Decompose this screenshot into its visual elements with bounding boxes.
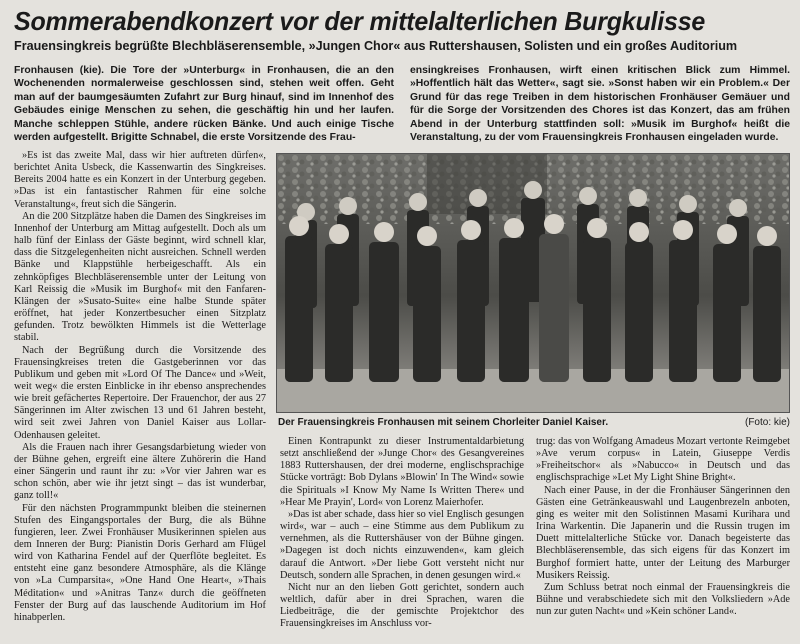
paragraph: »Es ist das zweite Mal, dass wir hier auftreten dürfen«, berichtet Anita Usbeck, die Kassenwartin des Singkreises. Bereits 2004 hatte es ein Konzert in der Unterburg gegeben. »Das ist ein fantastischer Rahmen für eine solche Veranstaltung«, freut sich die Sängerin. [14, 150, 266, 210]
paragraph: Zum Schluss betrat noch einmal der Frauensingkreis die Bühne und verabschiedete sich mit den Volksliedern »Ade nun zur guten Nacht« und »Kein schöner Land«. [536, 581, 790, 618]
lead-column-left: Fronhausen (kie). Die Tore der »Unterburg« in Fronhausen, die an den Wochenenden normalerweise geschlossen sind, stehen weit offen. Geht man auf der baumgesäumten Zufahrt zur Burg hinauf, sind im Innenhof des Gebäudes einige Menschen zu sehen, die geschäftig hin und her laufen. Manche schleppen Stühle, andere rücken Bänke. Und auch einige Tische werden aufgestellt. Brigitte Schnabel, die erste Vorsitzende des Frau- [14, 65, 394, 144]
lead-column-right: ensingkreises Fronhausen, wirft einen kritischen Blick zum Himmel. »Hoffentlich hält das Wetter«, sagt sie. »Sonst haben wir ein Problem.« Der Grund für das rege Treiben in dem historischen Fronhäuser Gemäuer und für die Sorge der Vorsitzenden des Chores ist das Konzert, das am frühen Abend in der Unterburg stattfinden soll: »Musik im Burghof« heißt die Veranstaltung, zu der vom Frauensingkreis Fronhausen eingeladen wurde. [410, 65, 790, 144]
article-body [14, 150, 790, 644]
photo-credit: (Foto: kie) [744, 417, 790, 428]
paragraph: »Das ist aber schade, dass hier so viel Englisch gesungen wird«, war – auch – eine Stimme aus dem Publikum zu vernehmen, als die Ruttershäuser von der Bühne gingen. »Dagegen ist doch nichts einzuwenden«, kam gleich darauf die Antwort. »Der liebe Gott versteht nicht nur Deutsch, sondern alle Sprachen, in denen gesungen wird.« [280, 508, 524, 581]
article-column-3 [536, 436, 790, 644]
photo-caption [278, 416, 790, 430]
paragraph: trug: das von Wolfgang Amadeus Mozart vertonte Reimgebet »Ave verum corpus« in Latein, Giuseppe Verdis »Freiheitschor« als »Nabucco« in Deutsch und das englischsprachige »Let My Light Shine Bright«. [536, 436, 790, 484]
paragraph: Einen Kontrapunkt zu dieser Instrumentaldarbietung setzt anschließend der »Junge Chor« des Gesangvereines 1883 Ruttershausen, der drei moderne, englischsprachige Stücke vorträgt: Bob Dylans »Blowin' In The Wind« sowie die Spirituals »I Know My Name Is Written There« und »Hear Me Prayin', Lord« von Lorenz Maierhofer. [280, 436, 524, 508]
lead-paragraph [14, 64, 790, 148]
paragraph: Als die Frauen nach ihrer Gesangsdarbietung wieder von der Bühne gehen, ergreift eine ältere Zuhörerin die Hand einer Sängerin und raunt ihr zu: »Vor vier Jahren war es schon schön, aber wie ihr jetzt singt – das ist wunderbar, ganz toll!« [14, 441, 266, 502]
paragraph: Nicht nur an den lieben Gott gerichtet, sondern auch weltlich, dafür aber in drei Sprachen, waren die Liedbeiträge, die der gemischte Projektchor des Frauensingkreises im Anschluss vor- [280, 581, 524, 630]
choir-photo [276, 153, 790, 413]
paragraph: Für den nächsten Programmpunkt bleiben die steinernen Stufen des Eingangsportales der Burg, die als Bühne fungieren, leer. Zwei Fronhäuser Musikerinnen spielen aus dem Inneren der Burg: Pianistin Doris Gerhard am Flügel wird von Katharina Fendel auf der Querflöte begleitet. Es entsteht eine ganz besondere Atmosphäre, als die Klänge von »La Cumparsita«, »One Hand One Heart«, »Thais Méditation« und »Anitras Tanz« durch die geöffneten Fenster der Burg auf das lauschende Auditorium im Hof hinabperlen. [14, 502, 266, 623]
caption-text: Der Frauensingkreis Fronhausen mit seinem Chorleiter Daniel Kaiser. [278, 417, 609, 428]
paragraph: An die 200 Sitzplätze haben die Damen des Singkreises im Innenhof der Unterburg am Mittag aufgestellt. Doch als um halb fünf der Einlass der Gäste beginnt, wird schnell klar, dass die Sitzgelegenheiten nicht ausreichen. Schnell werden Bänke und Klappstühle herbeigeschafft. Als ein zehnköpfiges Blechbläserensemble unter der Leitung von Karl Reissig die »Musik im Burghof« mit den Fanfaren-Klängen der »Susato-Suite« eine halbe Stunde später eröffnet, hat jeder Konzertbesucher einen Sitzplatz gefunden. Trotz bewölkten Himmels ist die Wetterlage stabil. [14, 210, 266, 344]
headline: Sommerabendkonzert vor der mittelalterlichen Burgkulisse [14, 6, 706, 36]
choir-photo-image [277, 154, 789, 412]
paragraph: Nach der Begrüßung durch die Vorsitzende des Frauensingkreises treten die Gastgeberinnen vor das Publikum und geben mit »Lord Of The Dance« und »Weit, weit weg« die ersten Einblicke in ihr ebenso ansprechendes wie breit gefächertes Repertoire. Der Frauenchor, der aus 27 Sängerinnen im Alter zwischen 13 und 61 Jahren besteht, wird seit zwei Jahren von Daniel Kaiser aus Lollar-Odenhausen geleitet. [14, 344, 266, 441]
paragraph: Nach einer Pause, in der die Fronhäuser Sängerinnen den Gästen eine Getränkeauswahl und Laugenbrezeln anboten, ging es weiter mit den Solistinnen Masami Kurihara und Irina Warkentin. Die Japanerin und die Russin trugen im Duett mittelalterliche Stücke vor. Danach begeisterte das Blechbläserensemble, das sich eigens für das Konzert im Burghof formiert hatte, unter der Leitung des Marburger Musikers Reissig. [536, 484, 790, 581]
article-column-2 [280, 436, 524, 644]
article-column-1 [14, 150, 266, 644]
subheadline: Frauensingkreis begrüßte Blechbläserensemble, »Jungen Chor« aus Ruttershausen, Solisten und ein großes Auditorium [14, 39, 738, 53]
